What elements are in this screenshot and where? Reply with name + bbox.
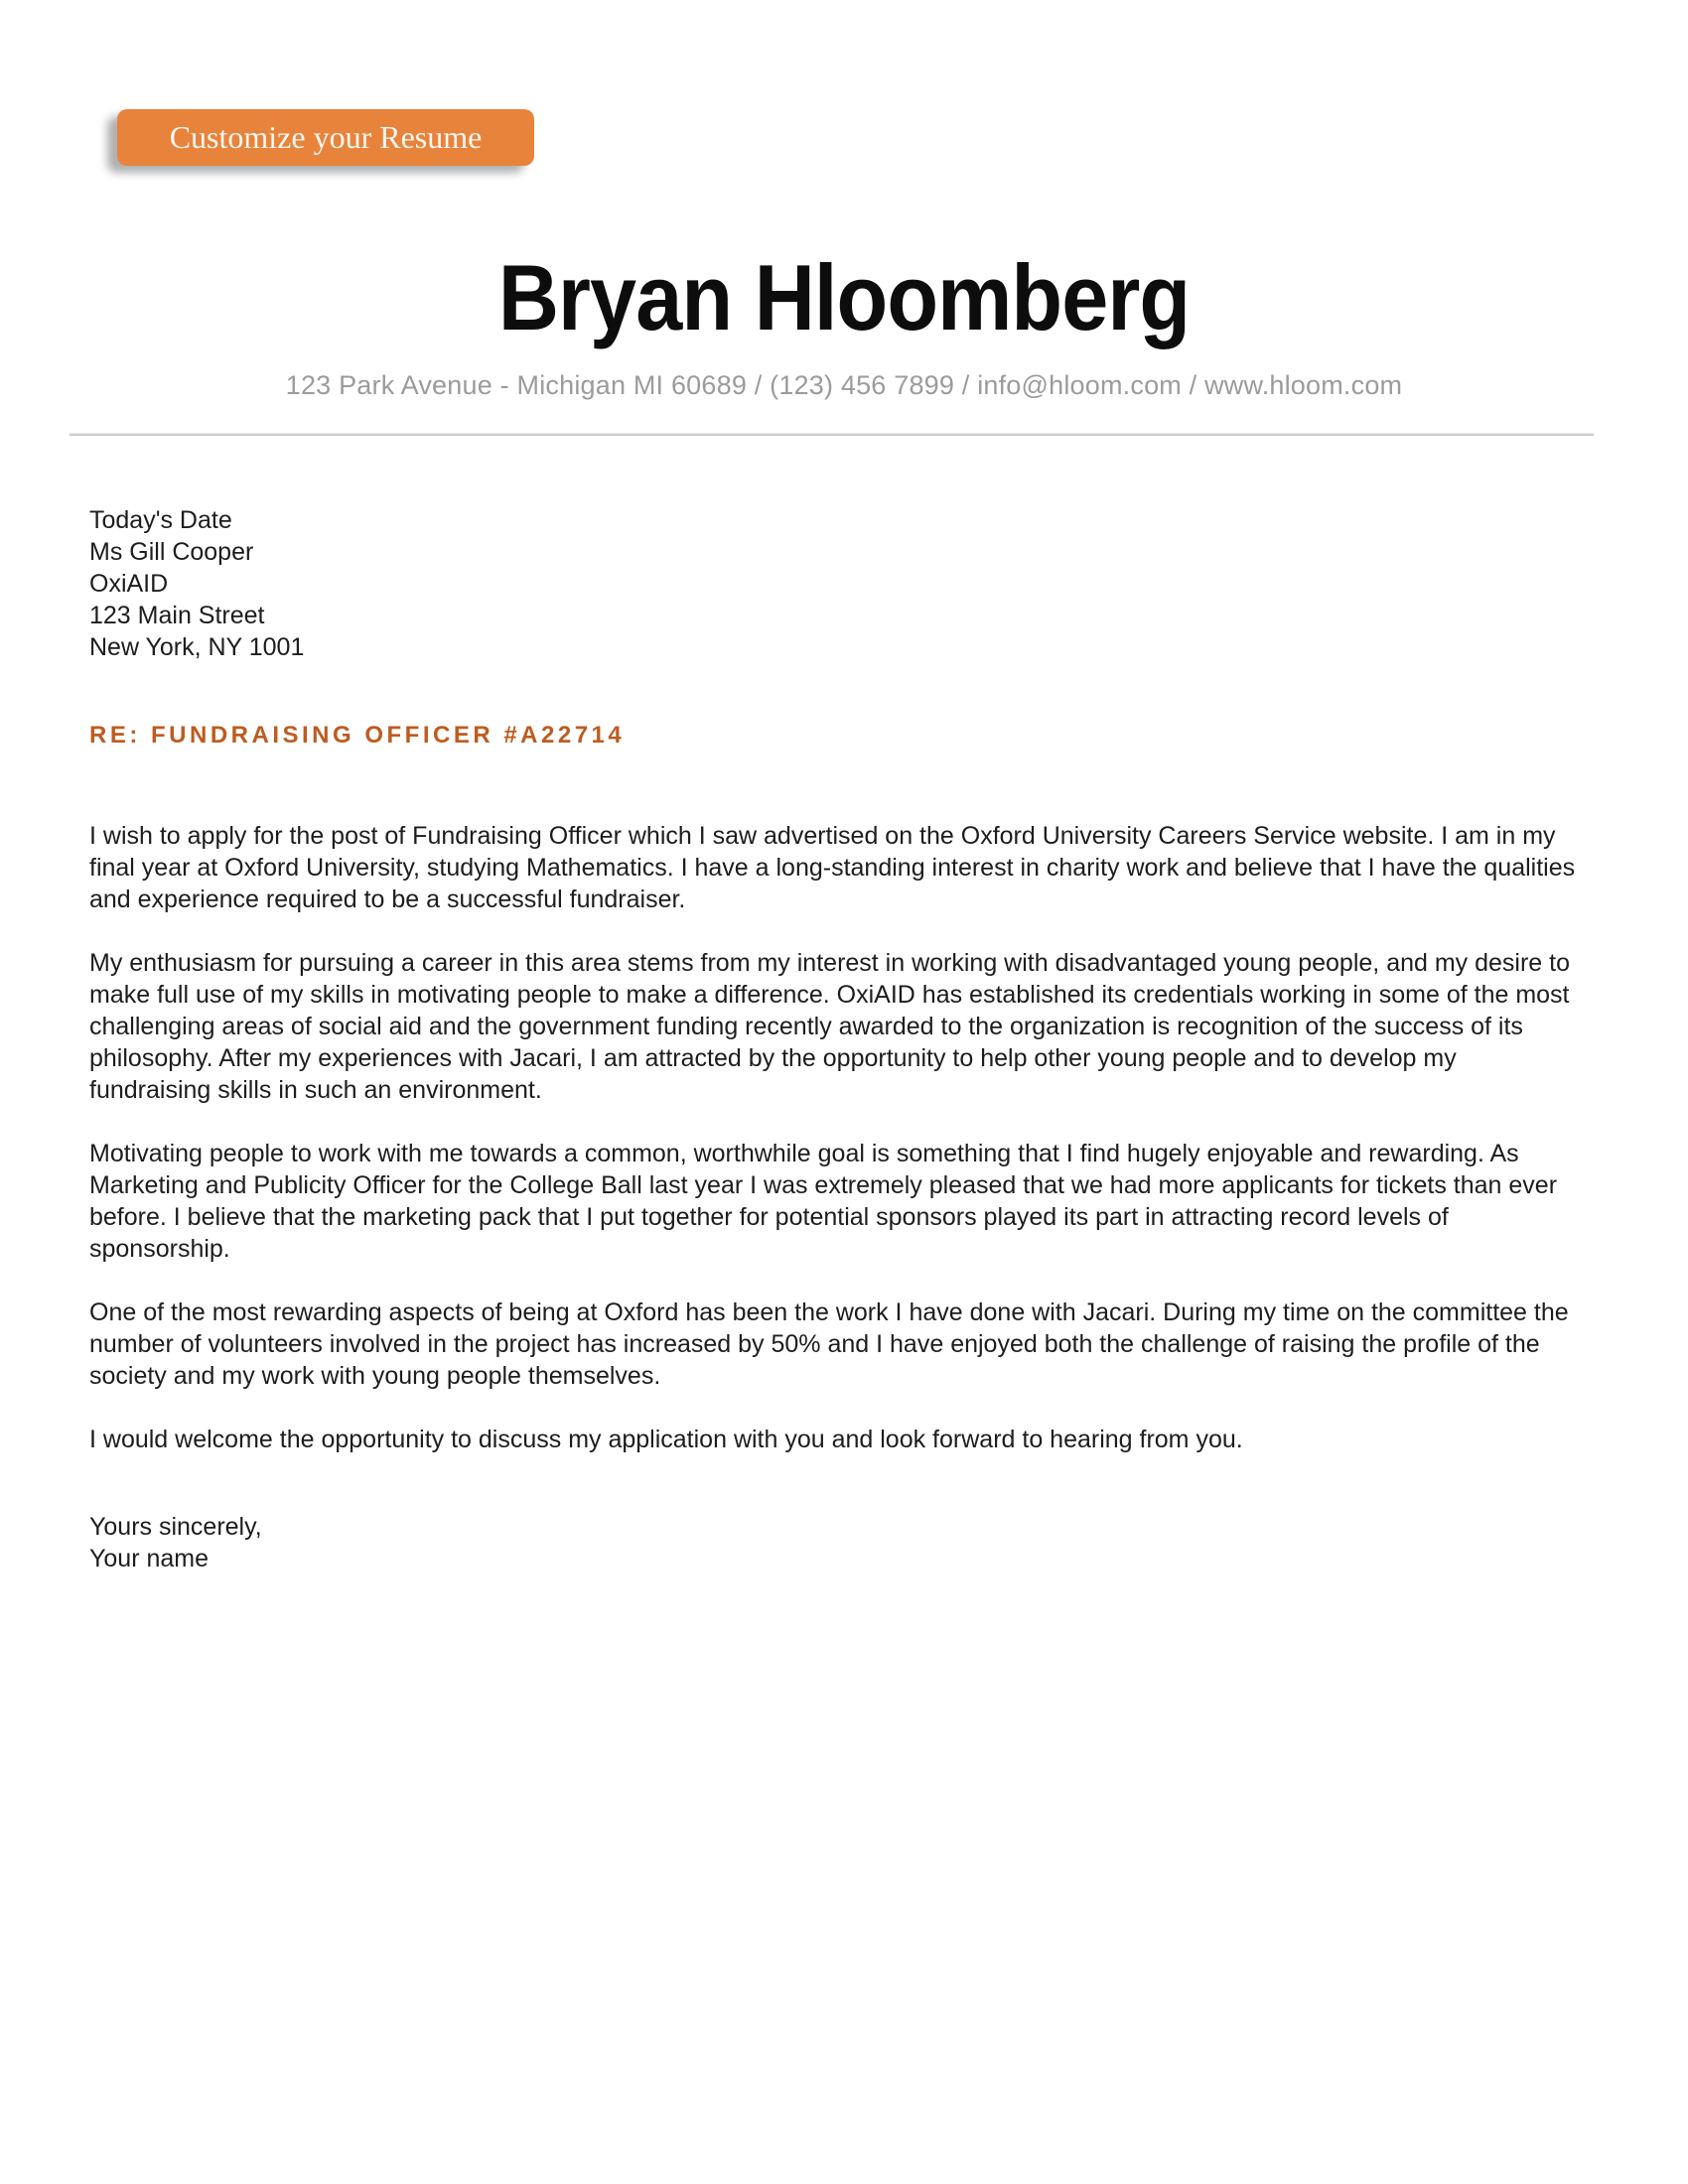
paragraph-enthusiasm: My enthusiasm for pursuing a career in this area stems from my interest in working with disadvantaged young people, and my desire to make full use of my skills in motivating people to make a difference. OxiAID has established its credentials working in some of the most challenging areas of social aid and the government funding recently awarded to the organization is recognition of the success of its philosophy. After my experiences with Jacari, I am attracted by the opportunity to help other young people and to develop my fundraising skills in such an environment. <box>89 949 1571 1104</box>
recipient-address-block <box>89 504 1579 663</box>
closing-block <box>89 1511 1579 1574</box>
paragraph-intro: I wish to apply for the post of Fundraising Officer which I saw advertised on the Oxford University Careers Service website. I am in my final year at Oxford University, studying Mathematics. I have a long-standing interest in charity work and believe that I have the qualities and experience required to be a successful fundraiser. <box>89 822 1576 913</box>
recipient-line-organization: OxiAID <box>89 570 169 598</box>
recipient-line-date: Today's Date <box>89 506 232 534</box>
recipient-line-street: 123 Main Street <box>89 602 265 629</box>
customize-resume-button[interactable]: Customize your Resume <box>117 109 534 166</box>
letter-body <box>89 504 1579 1574</box>
recipient-line-city: New York, NY 1001 <box>89 633 305 661</box>
paragraph-motivating: Motivating people to work with me towards a common, worthwhile goal is something that I find hugely enjoyable and rewarding. As Marketing and Publicity Officer for the College Ball last year I was extremely pleased that we had more applicants for tickets than ever before. I believe that the marketing pack that I put together for potential sponsors played its part in attracting record levels of sponsorship. <box>89 1140 1558 1263</box>
closing-signature: Your name <box>89 1545 209 1572</box>
closing-salutation: Yours sincerely, <box>89 1513 262 1541</box>
paragraph-welcome: I would welcome the opportunity to discuss my application with you and look forward to hearing from you. <box>89 1426 1243 1453</box>
contact-info: 123 Park Avenue - Michigan MI 60689 / (123) 456 7899 / info@hloom.com / www.hloom.com <box>285 370 1403 400</box>
recipient-line-name: Ms Gill Cooper <box>89 538 254 566</box>
paragraph-rewarding: One of the most rewarding aspects of being at Oxford has been the work I have done with Jacari. During my time on the committee the number of volunteers involved in the project has increased by 50% and I have enjoyed both the challenge of raising the profile of the society and my work with young people themselves. <box>89 1298 1569 1390</box>
candidate-name: Bryan Hloomberg <box>497 245 1191 349</box>
subject-line: RE: FUNDRAISING OFFICER #A22714 <box>89 722 626 749</box>
header-divider <box>70 433 1594 436</box>
letter-paragraphs <box>89 820 1579 1455</box>
